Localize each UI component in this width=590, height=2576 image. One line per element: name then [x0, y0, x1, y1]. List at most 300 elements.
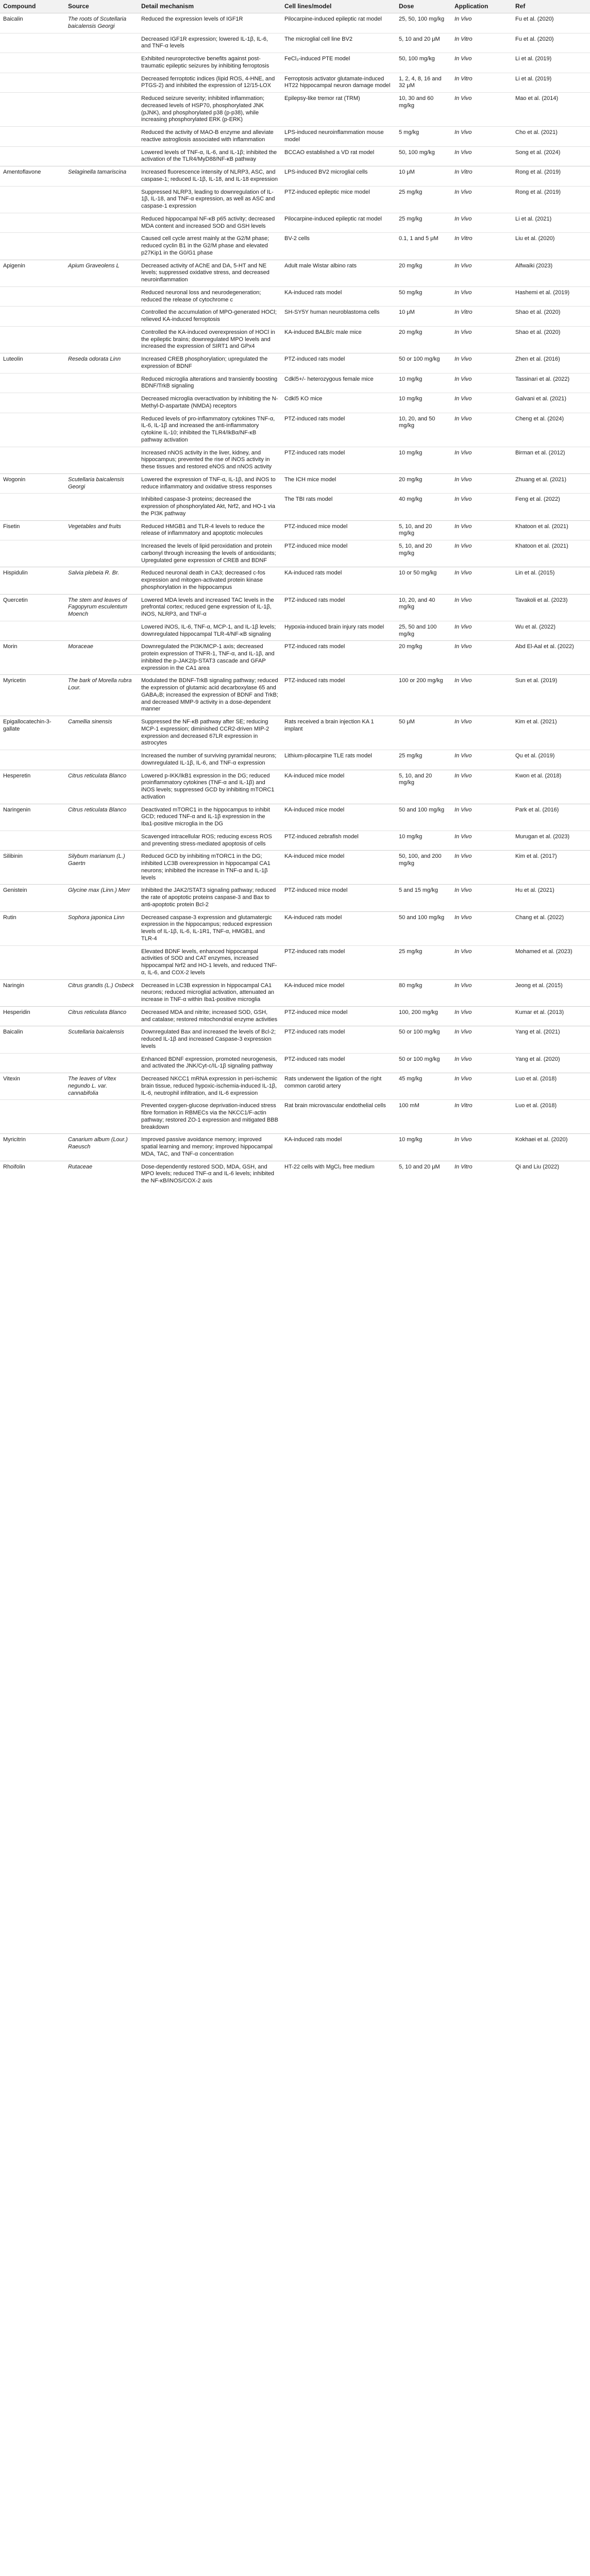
cell-application: In Vitro — [451, 33, 512, 53]
cell-mechanism: Reduced HMGB1 and TLR-4 levels to reduce the release of inflammatory and apoptotic molecules — [138, 520, 281, 540]
table-header-row — [0, 0, 590, 13]
cell-dose: 50 mg/kg — [396, 286, 451, 307]
cell-dose: 5, 10 and 20 μM — [396, 33, 451, 53]
cell-source — [65, 307, 138, 327]
cell-compound — [0, 393, 65, 413]
cell-source — [65, 621, 138, 641]
cell-model: KA-induced mice model — [281, 979, 396, 1006]
table-row — [0, 885, 590, 911]
cell-model: Cdkl5+/- heterozygous female mice — [281, 373, 396, 393]
cell-source: Moraceae — [65, 641, 138, 675]
table-row — [0, 373, 590, 393]
cell-dose: 50, 100 mg/kg — [396, 146, 451, 166]
cell-mechanism: Enhanced BDNF expression, promoted neurogenesis, and activated the JNK/Cyt-c/IL-1β signaling pathway — [138, 1053, 281, 1073]
cell-dose: 50 or 100 mg/kg — [396, 1053, 451, 1073]
cell-compound — [0, 750, 65, 770]
cell-application: In Vivo — [451, 716, 512, 750]
cell-model: Ferroptosis activator glutamate-induced HT22 hippocampal neuron damage model — [281, 73, 396, 93]
cell-mechanism: Reduced microglia alterations and transiently boosting BDNF/TrkB signaling — [138, 373, 281, 393]
cell-application: In Vitro — [451, 307, 512, 327]
cell-application: In Vivo — [451, 804, 512, 831]
table-row — [0, 473, 590, 494]
cell-ref: Alfwaiki (2023) — [512, 260, 590, 286]
cell-compound — [0, 494, 65, 520]
table-row — [0, 73, 590, 93]
cell-compound — [0, 93, 65, 127]
cell-compound — [0, 413, 65, 447]
cell-model: KA-induced BALB/c male mice — [281, 326, 396, 353]
cell-compound — [0, 373, 65, 393]
cell-mechanism: Suppressed NLRP3, leading to downregulation of IL-1β, IL-18, and TNF-α expression, as well as ASC and caspase-1 expression — [138, 186, 281, 213]
cell-model: PTZ-induced mice model — [281, 1006, 396, 1026]
cell-model: Adult male Wistar albino rats — [281, 260, 396, 286]
cell-model: Hypoxia-induced brain injury rats model — [281, 621, 396, 641]
cell-mechanism: Lowered levels of TNF-α, IL-6, and IL-1β; inhibited the activation of the TLR4/MyD88/NF-κB pathway — [138, 146, 281, 166]
cell-model: Rats received a brain injection KA 1 implant — [281, 716, 396, 750]
cell-dose: 10 μM — [396, 166, 451, 187]
cell-ref: Khatoon et al. (2021) — [512, 540, 590, 567]
cell-dose: 10 μM — [396, 307, 451, 327]
cell-application: In Vivo — [451, 520, 512, 540]
table-row — [0, 831, 590, 851]
table-row — [0, 13, 590, 33]
cell-compound: Hesperidin — [0, 1006, 65, 1026]
cell-source: The bark of Morella rubra Lour. — [65, 675, 138, 716]
table-row — [0, 851, 590, 885]
cell-mechanism: Decreased activity of AChE and DA, 5-HT and NE levels; suppressed oxidative stress, and decreased neuroinflammation — [138, 260, 281, 286]
cell-compound — [0, 233, 65, 260]
cell-mechanism: Reduced the activity of MAO-B enzyme and alleviate reactive astrogliosis associated with inflammation — [138, 127, 281, 147]
cell-ref: Yang et al. (2021) — [512, 1026, 590, 1053]
cell-dose: 25, 50 and 100 mg/kg — [396, 621, 451, 641]
cell-compound — [0, 621, 65, 641]
cell-ref: Tassinari et al. (2022) — [512, 373, 590, 393]
table-row — [0, 621, 590, 641]
cell-mechanism: Decreased in LC3B expression in hippocampal CA1 neurons; reduced microglial activation, attenuated an increase in TNF-α within Iba1-positive microglia — [138, 979, 281, 1006]
cell-mechanism: Caused cell cycle arrest mainly at the G2/M phase; reduced cyclin B1 in the G2/M phase and elevated p27Kip1 in the G0/G1 phase — [138, 233, 281, 260]
cell-dose: 25 mg/kg — [396, 213, 451, 233]
cell-application: In Vivo — [451, 1026, 512, 1053]
cell-dose: 10 mg/kg — [396, 831, 451, 851]
cell-dose: 1, 2, 4, 8, 16 and 32 μM — [396, 73, 451, 93]
cell-compound — [0, 53, 65, 73]
cell-dose: 80 mg/kg — [396, 979, 451, 1006]
cell-application: In Vivo — [451, 1006, 512, 1026]
cell-ref: Qu et al. (2019) — [512, 750, 590, 770]
cell-mechanism: Lowered MDA levels and increased TAC levels in the prefrontal cortex; reduced gene expression of IL-1β, iNOS, NLRP3, and TNF-α — [138, 594, 281, 621]
header-cell-model: Cell lines/model — [281, 0, 396, 13]
cell-compound — [0, 73, 65, 93]
cell-ref: Cho et al. (2021) — [512, 127, 590, 147]
cell-application: In Vivo — [451, 186, 512, 213]
table-row — [0, 675, 590, 716]
table-row — [0, 770, 590, 804]
cell-ref: Jeong et al. (2015) — [512, 979, 590, 1006]
cell-model: PTZ-induced epileptic mice model — [281, 186, 396, 213]
cell-model: PTZ-induced mice model — [281, 540, 396, 567]
cell-model: PTZ-induced rats model — [281, 945, 396, 979]
cell-mechanism: Reduced levels of pro-inflammatory cytokines TNF-α, IL-6, IL-1β and increased the anti-inflammatory cytokine IL-10; inhibited the TLR4/IkBα/NF-κB pathway activation — [138, 413, 281, 447]
cell-source — [65, 233, 138, 260]
cell-model: BCCAO established a VD rat model — [281, 146, 396, 166]
cell-dose: 50, 100 mg/kg — [396, 53, 451, 73]
cell-mechanism: Downregulated Bax and increased the levels of Bcl-2; reduced IL-1β and increased Caspase-3 expression levels — [138, 1026, 281, 1053]
cell-ref: Tavakoli et al. (2023) — [512, 594, 590, 621]
header-dose: Dose — [396, 0, 451, 13]
cell-dose: 10, 20, and 50 mg/kg — [396, 413, 451, 447]
cell-source: Reseda odorata Linn — [65, 353, 138, 374]
cell-dose: 10 mg/kg — [396, 373, 451, 393]
cell-ref: Fu et al. (2020) — [512, 13, 590, 33]
cell-model: KA-induced rats model — [281, 286, 396, 307]
cell-source: Citrus grandis (L.) Osbeck — [65, 979, 138, 1006]
cell-source — [65, 127, 138, 147]
cell-compound — [0, 540, 65, 567]
cell-model: Pilocarpine-induced epileptic rat model — [281, 213, 396, 233]
cell-compound — [0, 186, 65, 213]
cell-compound: Myricetin — [0, 675, 65, 716]
cell-compound — [0, 127, 65, 147]
cell-model: PTZ-induced mice model — [281, 885, 396, 911]
cell-model: PTZ-induced rats model — [281, 641, 396, 675]
cell-compound — [0, 831, 65, 851]
header-ref: Ref — [512, 0, 590, 13]
cell-application: In Vivo — [451, 127, 512, 147]
cell-ref: Zhuang et al. (2021) — [512, 473, 590, 494]
table-row — [0, 1026, 590, 1053]
cell-dose: 10, 30 and 60 mg/kg — [396, 93, 451, 127]
cell-application: In Vivo — [451, 770, 512, 804]
cell-application: In Vivo — [451, 373, 512, 393]
cell-application: In Vivo — [451, 326, 512, 353]
cell-application: In Vitro — [451, 1161, 512, 1188]
cell-mechanism: Increased fluorescence intensity of NLRP3, ASC, and caspase-1; reduced IL-1β, IL-18, and IL-18 expression — [138, 166, 281, 187]
cell-source: Glycine max (Linn.) Merr — [65, 885, 138, 911]
cell-application: In Vivo — [451, 494, 512, 520]
cell-source: Salvia plebeia R. Br. — [65, 567, 138, 594]
cell-compound: Naringin — [0, 979, 65, 1006]
cell-application: In Vivo — [451, 393, 512, 413]
table-row — [0, 326, 590, 353]
cell-compound: Vitexin — [0, 1073, 65, 1100]
header-application: Application — [451, 0, 512, 13]
cell-dose: 50 μM — [396, 716, 451, 750]
cell-mechanism: Reduced GCD by inhibiting mTORC1 in the DG; inhibited LC3B overexpression in hippocampal CA1 neurons; inhibited the increase in TNF-α and IL-1β levels — [138, 851, 281, 885]
cell-ref: Fu et al. (2020) — [512, 33, 590, 53]
cell-model: The TBI rats model — [281, 494, 396, 520]
cell-compound — [0, 33, 65, 53]
cell-source — [65, 540, 138, 567]
cell-ref: Shao et al. (2020) — [512, 307, 590, 327]
cell-source: Scutellaria baicalensis — [65, 1026, 138, 1053]
cell-ref: Li et al. (2019) — [512, 73, 590, 93]
cell-dose: 25 mg/kg — [396, 945, 451, 979]
table-row — [0, 146, 590, 166]
cell-source — [65, 393, 138, 413]
cell-source: Citrus reticulata Blanco — [65, 770, 138, 804]
cell-model: KA-induced mice model — [281, 804, 396, 831]
header-mechanism: Detail mechanism — [138, 0, 281, 13]
cell-dose: 100 or 200 mg/kg — [396, 675, 451, 716]
cell-source: Vegetables and fruits — [65, 520, 138, 540]
cell-mechanism: Exhibited neuroprotective benefits against post-traumatic epileptic seizures by inhibiting ferroptosis — [138, 53, 281, 73]
cell-application: In Vivo — [451, 146, 512, 166]
table-row — [0, 353, 590, 374]
cell-dose: 5, 10, and 20 mg/kg — [396, 540, 451, 567]
cell-mechanism: Downregulated the PI3K/MCP-1 axis; decreased protein expression of TNFR-1, TNF-α, and IL-1β, and inhibited the p-JAK2/p-STAT3 cascade and GFAP expression in the CA1 area — [138, 641, 281, 675]
cell-mechanism: Decreased ferroptotic indices (lipid ROS, 4-HNE, and PTGS-2) and inhibited the expression of 12/15-LOX — [138, 73, 281, 93]
cell-compound: Naringenin — [0, 804, 65, 831]
cell-dose: 50 or 100 mg/kg — [396, 353, 451, 374]
cell-dose: 25 mg/kg — [396, 186, 451, 213]
cell-dose: 20 mg/kg — [396, 260, 451, 286]
cell-ref: Birman et al. (2012) — [512, 447, 590, 473]
cell-application: In Vivo — [451, 567, 512, 594]
cell-mechanism: Decreased microglia overactivation by inhibiting the N-Methyl-D-aspartate (NMDA) receptors — [138, 393, 281, 413]
cell-mechanism: Dose-dependently restored SOD, MDA, GSH, and MPO levels; reduced TNF-α and IL-6 levels; inhibited the NF-κB/iNOS/COX-2 axis — [138, 1161, 281, 1188]
cell-dose: 50, 100, and 200 mg/kg — [396, 851, 451, 885]
cell-compound — [0, 213, 65, 233]
cell-application: In Vivo — [451, 979, 512, 1006]
cell-application: In Vivo — [451, 885, 512, 911]
table-row — [0, 447, 590, 473]
table-row — [0, 716, 590, 750]
cell-model: PTZ-induced rats model — [281, 353, 396, 374]
cell-mechanism: Reduced the expression levels of IGF1R — [138, 13, 281, 33]
cell-source — [65, 73, 138, 93]
table-row — [0, 413, 590, 447]
table-row — [0, 233, 590, 260]
table-row — [0, 1134, 590, 1161]
cell-source: Camellia sinensis — [65, 716, 138, 750]
cell-model: Epilepsy-like tremor rat (TRM) — [281, 93, 396, 127]
cell-source: Citrus reticulata Blanco — [65, 804, 138, 831]
cell-source: Scutellaria baicalensis Georgi — [65, 473, 138, 494]
table-row — [0, 911, 590, 945]
cell-model: Pilocarpine-induced epileptic rat model — [281, 13, 396, 33]
cell-dose: 5 and 15 mg/kg — [396, 885, 451, 911]
cell-source — [65, 831, 138, 851]
cell-source — [65, 1053, 138, 1073]
table-row — [0, 166, 590, 187]
table-row — [0, 750, 590, 770]
cell-ref: Lin et al. (2015) — [512, 567, 590, 594]
cell-ref: Kim et al. (2021) — [512, 716, 590, 750]
cell-ref: Rong et al. (2019) — [512, 166, 590, 187]
table-row — [0, 93, 590, 127]
cell-source — [65, 33, 138, 53]
cell-dose: 100, 200 mg/kg — [396, 1006, 451, 1026]
cell-dose: 25 mg/kg — [396, 750, 451, 770]
cell-ref: Murugan et al. (2023) — [512, 831, 590, 851]
cell-model: Lithium-pilocarpine TLE rats model — [281, 750, 396, 770]
cell-source — [65, 93, 138, 127]
cell-ref: Khatoon et al. (2021) — [512, 520, 590, 540]
cell-model: PTZ-induced rats model — [281, 1053, 396, 1073]
cell-model: Rat brain microvascular endothelial cells — [281, 1100, 396, 1134]
cell-source: Apium Graveolens L — [65, 260, 138, 286]
cell-source: The roots of Scutellaria baicalensis Georgi — [65, 13, 138, 33]
cell-dose: 50 or 100 mg/kg — [396, 1026, 451, 1053]
cell-application: In Vivo — [451, 851, 512, 885]
cell-application: In Vivo — [451, 1053, 512, 1073]
cell-model: LPS-induced neuroinflammation mouse model — [281, 127, 396, 147]
cell-compound — [0, 326, 65, 353]
table-row — [0, 494, 590, 520]
cell-application: In Vivo — [451, 93, 512, 127]
table-row — [0, 641, 590, 675]
cell-model: The microglial cell line BV2 — [281, 33, 396, 53]
cell-ref: Hu et al. (2021) — [512, 885, 590, 911]
cell-mechanism: Lowered iNOS, IL-6, TNF-α, MCP-1, and IL-1β levels; downregulated hippocampal TLR-4/NF-κB signaling — [138, 621, 281, 641]
cell-model: KA-induced mice model — [281, 851, 396, 885]
cell-mechanism: Controlled the accumulation of MPO-generated HOCl; relieved KA-induced ferroptosis — [138, 307, 281, 327]
cell-application: In Vivo — [451, 413, 512, 447]
cell-dose: 20 mg/kg — [396, 473, 451, 494]
cell-model: KA-induced rats model — [281, 1134, 396, 1161]
cell-model: KA-induced rats model — [281, 567, 396, 594]
cell-mechanism: Lowered the expression of TNF-α, IL-1β, and iNOS to reduce inflammatory and oxidative stress responses — [138, 473, 281, 494]
cell-source: The stem and leaves of Fagopyrum esculentum Moench — [65, 594, 138, 621]
cell-compound: Myricitrin — [0, 1134, 65, 1161]
cell-mechanism: Inhibited the JAK2/STAT3 signaling pathway; reduced the rate of apoptotic proteins caspase-3 and Bax to anti-apoptotic protein Bcl-2 — [138, 885, 281, 911]
cell-ref: Hashemi et al. (2019) — [512, 286, 590, 307]
cell-model: PTZ-induced rats model — [281, 1026, 396, 1053]
cell-compound — [0, 146, 65, 166]
cell-mechanism: Increased the number of surviving pyramidal neurons; downregulated IL-1β, IL-6, and TNF-α expression — [138, 750, 281, 770]
cell-ref: Yang et al. (2020) — [512, 1053, 590, 1073]
cell-model: PTZ-induced zebrafish model — [281, 831, 396, 851]
cell-compound — [0, 307, 65, 327]
table-row — [0, 567, 590, 594]
cell-compound: Amentoflavone — [0, 166, 65, 187]
cell-application: In Vivo — [451, 750, 512, 770]
cell-compound: Silibinin — [0, 851, 65, 885]
cell-application: In Vivo — [451, 13, 512, 33]
cell-application: In Vivo — [451, 286, 512, 307]
cell-source — [65, 413, 138, 447]
cell-application: In Vivo — [451, 473, 512, 494]
table-row — [0, 53, 590, 73]
cell-ref: Kokhaei et al. (2020) — [512, 1134, 590, 1161]
cell-mechanism: Modulated the BDNF-TrkB signaling pathway; reduced the expression of glutamic acid decarboxylase 65 and GABA₂B; increased the expression of BDNF and TrkB; and decreased MMP-9 activity in a dose-dependent manner — [138, 675, 281, 716]
cell-mechanism: Increased the levels of lipid peroxidation and protein carbonyl through increasing the levels of antioxidants; Upregulated gene expression of CREB and BDNF — [138, 540, 281, 567]
cell-compound: Hesperetin — [0, 770, 65, 804]
cell-ref: Galvani et al. (2021) — [512, 393, 590, 413]
cell-mechanism: Deactivated mTORC1 in the hippocampus to inhibit GCD; reduced TNF-α and IL-1β expression in the Iba1-positive microglia in the DG — [138, 804, 281, 831]
table-row — [0, 286, 590, 307]
cell-ref: Park et al. (2016) — [512, 804, 590, 831]
cell-ref: Feng et al. (2022) — [512, 494, 590, 520]
cell-mechanism: Increased CREB phosphorylation; upregulated the expression of BDNF — [138, 353, 281, 374]
cell-compound — [0, 447, 65, 473]
cell-ref: Rong et al. (2019) — [512, 186, 590, 213]
cell-compound: Rhoifolin — [0, 1161, 65, 1188]
table-row — [0, 1100, 590, 1134]
cell-compound: Apigenin — [0, 260, 65, 286]
cell-mechanism: Improved passive avoidance memory; improved spatial learning and memory; improved hippocampal MDA, TAC, and TNF-α concentration — [138, 1134, 281, 1161]
cell-mechanism: Decreased MDA and nitrite; increased SOD, GSH, and catalase; restored mitochondrial enzyme activities — [138, 1006, 281, 1026]
cell-ref: Kumar et al. (2013) — [512, 1006, 590, 1026]
cell-dose: 5, 10, and 20 mg/kg — [396, 770, 451, 804]
cell-ref: Kim et al. (2017) — [512, 851, 590, 885]
cell-model: FeCl₃-induced PTE model — [281, 53, 396, 73]
table-row — [0, 520, 590, 540]
table-row — [0, 1053, 590, 1073]
table-row — [0, 127, 590, 147]
cell-mechanism: Reduced neuronal death in CA3; decreased c-fos expression and mitogen-activated protein kinase phosphorylation in the hippocampus — [138, 567, 281, 594]
cell-mechanism: Inhibited caspase-3 proteins; decreased the expression of phosphorylated Akt, Nrf2, and HO-1 via the PI3K pathway — [138, 494, 281, 520]
cell-application: In Vitro — [451, 73, 512, 93]
header-source: Source — [65, 0, 138, 13]
cell-dose: 20 mg/kg — [396, 326, 451, 353]
cell-application: In Vivo — [451, 353, 512, 374]
cell-compound: Hispidulin — [0, 567, 65, 594]
cell-source — [65, 213, 138, 233]
cell-model: PTZ-induced rats model — [281, 447, 396, 473]
cell-compound — [0, 945, 65, 979]
cell-source: Rutaceae — [65, 1161, 138, 1188]
cell-model: PTZ-induced rats model — [281, 413, 396, 447]
cell-application: In Vivo — [451, 1134, 512, 1161]
cell-ref: Mao et al. (2014) — [512, 93, 590, 127]
cell-source: Sophora japonica Linn — [65, 911, 138, 945]
cell-source — [65, 286, 138, 307]
table-row — [0, 307, 590, 327]
cell-ref: Sun et al. (2019) — [512, 675, 590, 716]
cell-ref: Kwon et al. (2018) — [512, 770, 590, 804]
cell-application: In Vivo — [451, 641, 512, 675]
cell-model: KA-induced rats model — [281, 911, 396, 945]
cell-source — [65, 373, 138, 393]
cell-compound: Wogonin — [0, 473, 65, 494]
cell-application: In Vivo — [451, 213, 512, 233]
table-row — [0, 979, 590, 1006]
cell-ref: Qi and Liu (2022) — [512, 1161, 590, 1188]
cell-dose: 10 mg/kg — [396, 447, 451, 473]
cell-source — [65, 1100, 138, 1134]
table-row — [0, 804, 590, 831]
cell-application: In Vivo — [451, 540, 512, 567]
cell-source — [65, 494, 138, 520]
cell-mechanism: Reduced seizure severity; inhibited inflammation; decreased levels of HSP70, phosphorylated JNK (pJNK), and phosphorylated p38 (p-p38), while increasing phosphorylated ERK (p-ERK) — [138, 93, 281, 127]
cell-mechanism: Decreased IGF1R expression; lowered IL-1β, IL-6, and TNF-α levels — [138, 33, 281, 53]
cell-source — [65, 447, 138, 473]
cell-source — [65, 750, 138, 770]
cell-dose: 40 mg/kg — [396, 494, 451, 520]
cell-compound: Rutin — [0, 911, 65, 945]
cell-ref: Zhen et al. (2016) — [512, 353, 590, 374]
cell-ref: Li et al. (2021) — [512, 213, 590, 233]
cell-compound: Baicalin — [0, 1026, 65, 1053]
cell-dose: 25, 50, 100 mg/kg — [396, 13, 451, 33]
table-row — [0, 1161, 590, 1188]
cell-mechanism: Reduced neuronal loss and neurodegeneration; reduced the release of cytochrome c — [138, 286, 281, 307]
cell-application: In Vivo — [451, 945, 512, 979]
cell-ref: Li et al. (2019) — [512, 53, 590, 73]
cell-ref: Cheng et al. (2024) — [512, 413, 590, 447]
cell-compound: Luteolin — [0, 353, 65, 374]
cell-source: Citrus reticulata Blanco — [65, 1006, 138, 1026]
cell-model: KA-induced mice model — [281, 770, 396, 804]
cell-application: In Vivo — [451, 621, 512, 641]
table-row — [0, 594, 590, 621]
table-row — [0, 393, 590, 413]
cell-compound: Morin — [0, 641, 65, 675]
cell-ref: Luo et al. (2018) — [512, 1100, 590, 1134]
cell-compound: Epigallocatechin-3-gallate — [0, 716, 65, 750]
table-row — [0, 540, 590, 567]
